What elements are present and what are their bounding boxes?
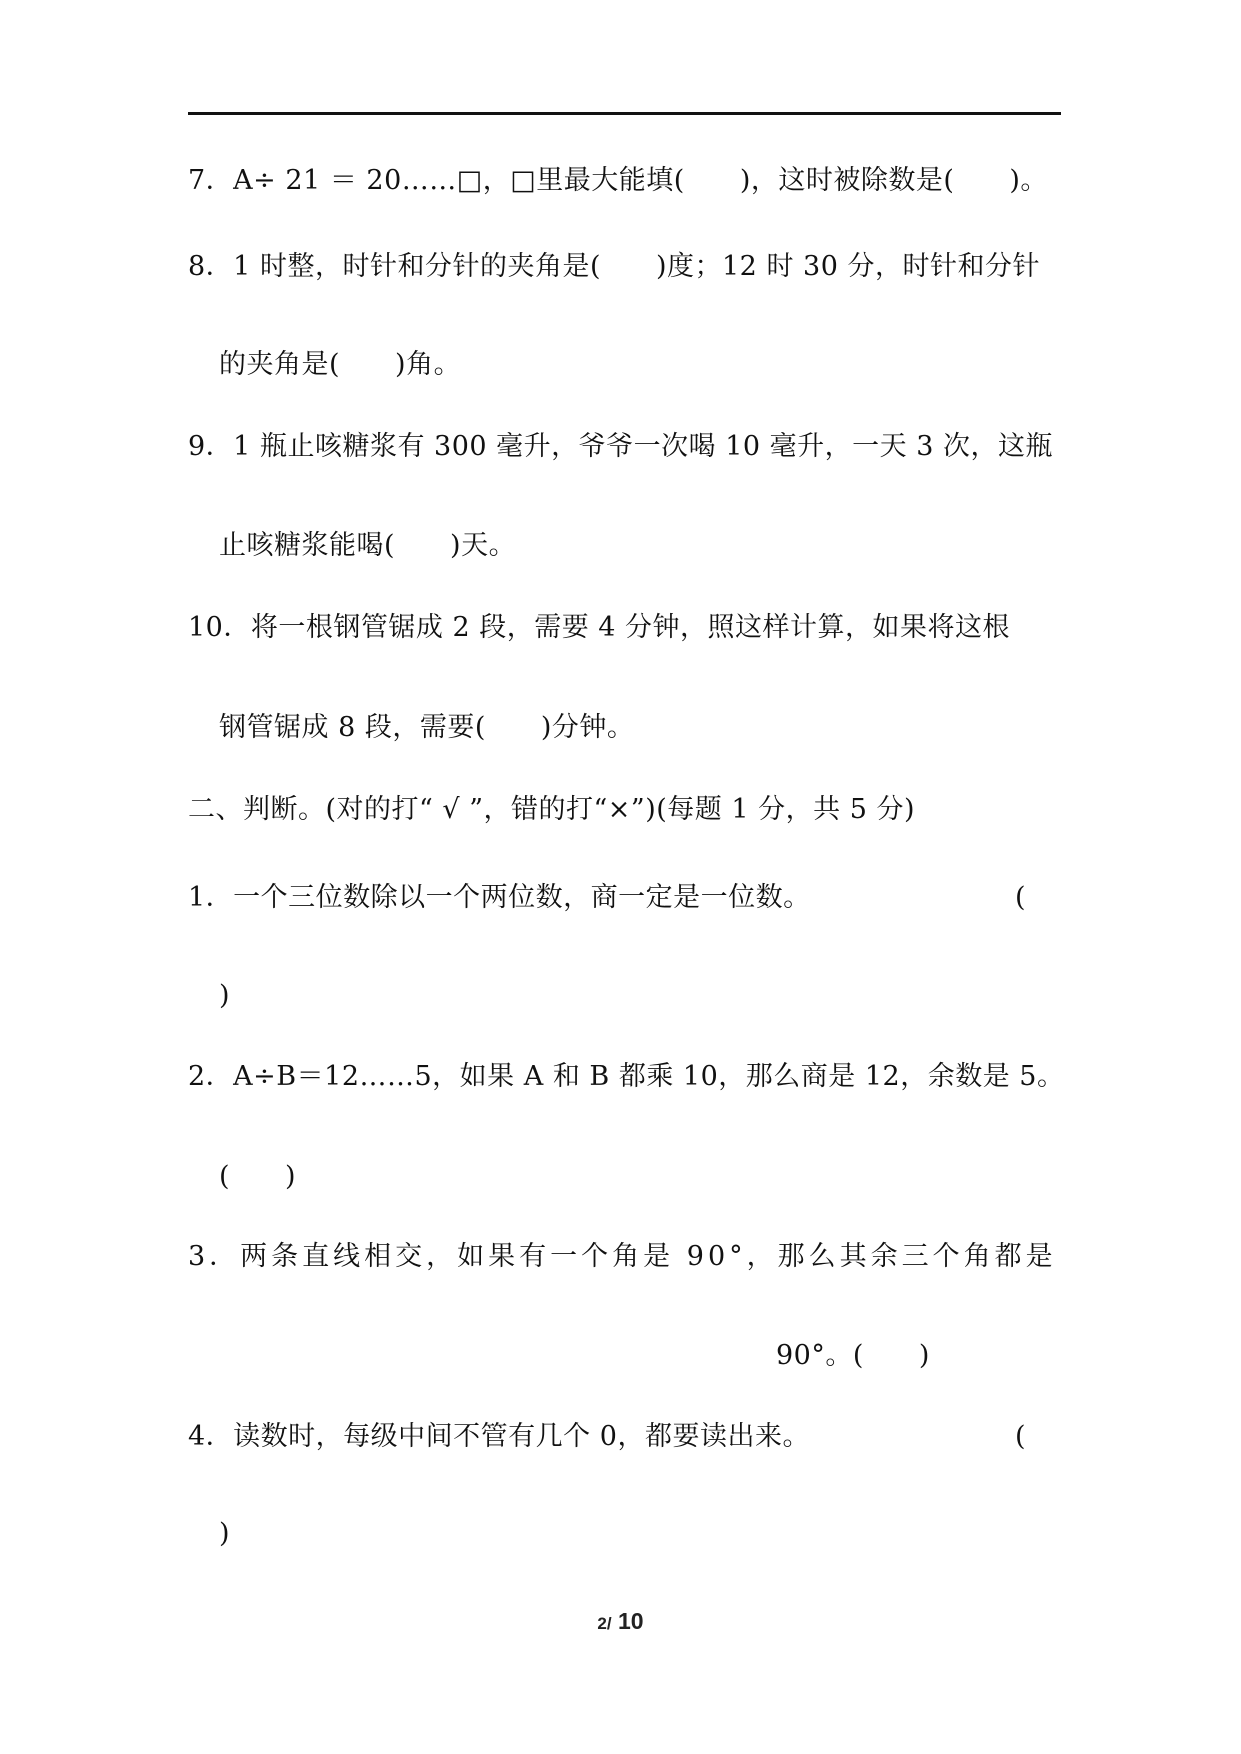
judge-1-text: 1．一个三位数除以一个两位数，商一定是一位数。 bbox=[188, 882, 811, 913]
question-9-line-2: 止咳糖浆能喝( )天。 bbox=[219, 530, 517, 561]
judge-3-continuation: 90°。( ) bbox=[776, 1340, 930, 1371]
question-8-line-2: 的夹角是( )角。 bbox=[219, 349, 462, 380]
question-7: 7．A÷ 21 ＝ 20……□，□里最大能填( )，这时被除数是( )。 bbox=[188, 165, 1048, 196]
total-pages: 10 bbox=[611, 1608, 644, 1634]
judge-4-bracket-close: ) bbox=[219, 1518, 231, 1549]
section-judge-heading: 二、判断。(对的打“ √ ”，错的打“×”)(每题 1 分，共 5 分) bbox=[188, 794, 916, 825]
judge-2-bracket: ( ) bbox=[219, 1161, 297, 1192]
question-9-line-1: 9．1 瓶止咳糖浆有 300 毫升，爷爷一次喝 10 毫升，一天 3 次，这瓶 bbox=[188, 431, 1054, 462]
judge-1-bracket-close: ) bbox=[219, 980, 231, 1011]
page-separator: / bbox=[606, 1614, 612, 1633]
question-10-line-1: 10．将一根钢管锯成 2 段，需要 4 分钟，照这样计算，如果将这根 bbox=[188, 612, 1011, 643]
judge-1-bracket-open: ( bbox=[1015, 882, 1027, 913]
judge-4-bracket-open: ( bbox=[1015, 1421, 1027, 1452]
header-rule bbox=[188, 112, 1061, 115]
question-10-line-2: 钢管锯成 8 段，需要( )分钟。 bbox=[219, 712, 635, 743]
judge-3-text: 3．两条直线相交，如果有一个角是 90°，那么其余三个角都是 bbox=[188, 1241, 1057, 1272]
judge-2-text: 2．A÷B＝12……5，如果 A 和 B 都乘 10，那么商是 12，余数是 5。 bbox=[188, 1061, 1065, 1092]
current-page: 2 bbox=[597, 1614, 607, 1633]
judge-4-text: 4．读数时，每级中间不管有几个 0，都要读出来。 bbox=[188, 1421, 810, 1452]
question-8-line-1: 8．1 时整，时针和分针的夹角是( )度；12 时 30 分，时针和分针 bbox=[188, 251, 1040, 282]
page-number bbox=[0, 1608, 1241, 1635]
